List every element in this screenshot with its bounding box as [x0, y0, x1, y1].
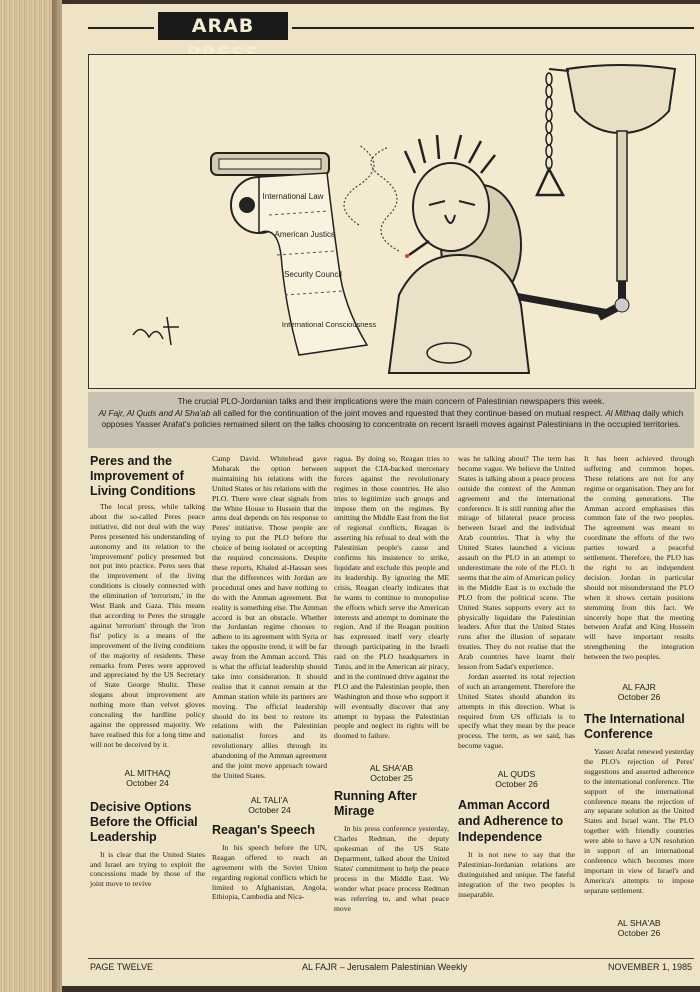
date-al-talia: October 24	[248, 804, 291, 815]
date-al-mithaq: October 24	[126, 777, 169, 788]
column-5	[584, 454, 694, 938]
article-conference-body: Yasser Arafat renewed yesterday the PLO's rejection of Peres' suggestions and asserted adherence to the international conference. The support of the international conference means the rejection of any separate solution as the United States and Israel want. The PLO together with friendly countries were able to have a UN resolution in support of an international conference which becomes more important in view of Israel's and America's attempts to impose separate settlement.	[584, 747, 694, 895]
headline-decisive: Decisive Options Before the Official Leadership	[90, 799, 198, 844]
article-decisive-body: It is clear that the United States and Israel are trying to exploit the concessions made by those of the joint move to revive	[90, 849, 205, 889]
caption-line-1: The crucial PLO-Jordanian talks and their implications were the main concern of Palestinian newspapers this week.	[177, 396, 605, 406]
article-amman-body: It is not new to say that the Palestinian-Jordanian relations are distinguished and unique. The fateful integration of the two peoples is inseparable.	[458, 850, 575, 899]
footer-publication: AL FAJR – Jerusalem Palestinian Weekly	[302, 962, 468, 972]
headline-conference: The International Conference	[584, 712, 685, 742]
source-al-mithaq: AL MITHAQ	[124, 767, 171, 778]
scroll-line-2: American Justice	[274, 230, 336, 239]
scroll-line-3: Security Council	[284, 270, 342, 279]
headline-reagan: Reagan's Speech	[212, 822, 316, 837]
source-al-shaab-2: AL SHA'AB	[617, 917, 661, 928]
scroll-line-4: International Consciousness	[281, 320, 377, 329]
column-4	[458, 454, 575, 900]
date-al-shaab-2: October 26	[617, 927, 661, 938]
cartoon	[88, 54, 696, 389]
date-al-shaab-1: October 25	[370, 773, 413, 784]
article-ragua-body: ragua. By doing so, Reagan tries to support the CIA-backed mercenary forces against the revolutionary regimes in those countries. He also tries to legitimize such groups and impose them on the regimes. By omitting the Middle East from the list of regional conflicts, Reagan is asserting his refusal to deal with the Palestinian people's cause and confirms his insistence to strike, liquidate and exclude this people and its leadership. By ignoring the ME crisis, Reagan clearly indicates that he wants to continue to monopolise the efforts which serve the American interests and attempt to dominate the region. And if the Reagan position has expressed itself very clearly through participating in the Israeli raid on the PLO headquarters in Tunis, and in the American air piracy, and in the continued drive against the PLO and the Palestinian people, then Washington and those who support it will eventually discover that any attempt to bypass the Palestinian people and neglect its rights will be doomed to failure.	[334, 454, 449, 741]
caption-line-2: all called for the continuation of the joint moves and rquested that they continue based on mutual respect.	[212, 407, 603, 418]
headline-peres: Peres and the Improvement of Living Conditions	[90, 454, 196, 498]
cartoon-caption	[88, 392, 694, 448]
article-running-body: In his press conference yesterday, Charles Redman, the deputy spokesman of the US State Department, talked about the United States' commitment to help the peace process in the Middle East. We wonder what peace process Redman was referring to, and what peace move	[334, 824, 449, 913]
footer-rule	[88, 958, 694, 959]
date-al-quds: October 26	[495, 779, 538, 790]
caption-mithaq: Al Mithaq	[605, 407, 641, 418]
source-al-talia: AL TALI'A	[250, 794, 289, 805]
article-reagan-body: In his speech before the UN, Reagan offered to reach an agreement with the Soviet Union regarding regional conflicts which he limited to Afghanistan, Angola, Ethiopia, Cambodia and Nica-	[212, 842, 327, 902]
source-al-quds: AL QUDS	[497, 769, 536, 780]
article-talking-body-2: Jordan asserted its total rejection of such an arrangement. Therefore the United States should abandon its attempts in this direction. What is required from US officials is to specify what they mean by the peace process. The term, as we said, has become vague.	[458, 671, 575, 751]
article-talking-body: was he talking about? The term has become vague. We believe the United States is talking about a peace process outside the context of the Amman agreement and the international conference. It is still running after the mirage of bilateral peace process between Israel and the individual Arab countries. That is why the United States launched a vicious assault on the PLO in an attempt to underestimate the role of the PLO. It seems that the aim of American policy in the Middle East is to exclude the PLO from the political scene. The United States supports every act to physically liquidate the Palestinian leaders. After that the United States runs after the illusion of separate treaties. They do not realise that the Arab countries have learnt their lesson from Sadat's experience.	[458, 454, 575, 672]
footer-date: NOVEMBER 1, 1985	[608, 962, 693, 972]
caption-publications: Al Fajr, Al Quds and Al Sha'ab	[98, 407, 211, 418]
source-al-shaab-1: AL SHA'AB	[369, 763, 414, 774]
column-3	[334, 454, 449, 913]
source-al-fajr: AL FAJR	[622, 682, 656, 693]
masthead-rule-right	[292, 27, 694, 29]
article-camp-body: Camp David. Whitehead gave Mubarak the option between maintaining his relations with the United States or his relations with the PLO. There were clear signals from the White House to Hussein that the arms deal depends on his response to Peres' initiative. Those people are trying to put the PLO before the choice of being isolated or accepting the required concessions. Despite these reports, Khaled al-Hassan sees that the differences with Jordan are procedural ones and have nothing to do with the Amman agreement. But reality is something else. The Amman accord is but an obstacle. Whether the Jordanian regime chooses to adhere to its agreement with Syria or takes the opposite trend, it will be far away from the Amman accord. This is what the official leadership should take into consideration. It should realise that it cannot remain at the Amman station while its partners are moving. The official leadership should do its best to restore its relations with the Palestinian nationalist forces and its revolutionary allies through its abandoning of the Amman agreement and the joint move approach toward the United States.	[212, 454, 328, 780]
masthead-rule-left	[88, 27, 154, 29]
footer-page-number: PAGE TWELVE	[90, 962, 154, 972]
cartoon-drawing	[89, 55, 695, 388]
article-achieved-body: It has been achieved through suffering and common hopes. These relations are not for any regime or organisation. They are for the coming generations. The Amman accord emphasises this common fate of the two peoples. The agreement was meant to coordinate the efforts of the two parties toward a peaceful settlement. Therefore, the PLO has the right to an independent decision. Jordan in particular should not misunderstand the PLO when it shows certain positions stemming from this fact. We sincerely hope that the meeting between Arafat and King Hussein will have important results strengthening the integration between the two peoples.	[584, 454, 694, 662]
newspaper-page	[62, 4, 700, 986]
headline-amman: Amman Accord and Adherence to Independence	[458, 798, 564, 845]
masthead: ARAB	[158, 12, 288, 40]
column-2	[212, 454, 327, 902]
article-peres-body: The local press, while talking about the so-called Peres peace initiative, did not deal with the way Peres presented his understanding of autonomy and its relation to the 'improvement' policy presented but not put into practice. Peres sees that the improvement of the living conditions is closely connected with the elimination of 'terrorism,' in the West Bank and Gaza. This means that according to Peres the struggle against 'terrorism' through the 'iron fist' policy is a means of the improvement of the living conditions of the majority of residents. These remarks from Peres were approved and appreciated by the US Secretary of State George Shultz. These slogans about improvement are nothing more than velvet gloves concealing the hardline policy against the oppressed majority. We have realised this for a long time and will not be deceived by it.	[90, 502, 205, 749]
headline-running: Running After Mirage	[334, 789, 417, 819]
column-1	[90, 454, 205, 889]
caption-line-3: daily which opposes Yasser Arafat's policies remained silent on the talks choosing to concentrate on recent Israeli moves against Palestinians in the occupied territories.	[101, 407, 684, 430]
scroll-line-1: International Law	[262, 192, 324, 201]
date-al-fajr: October 26	[617, 692, 661, 703]
